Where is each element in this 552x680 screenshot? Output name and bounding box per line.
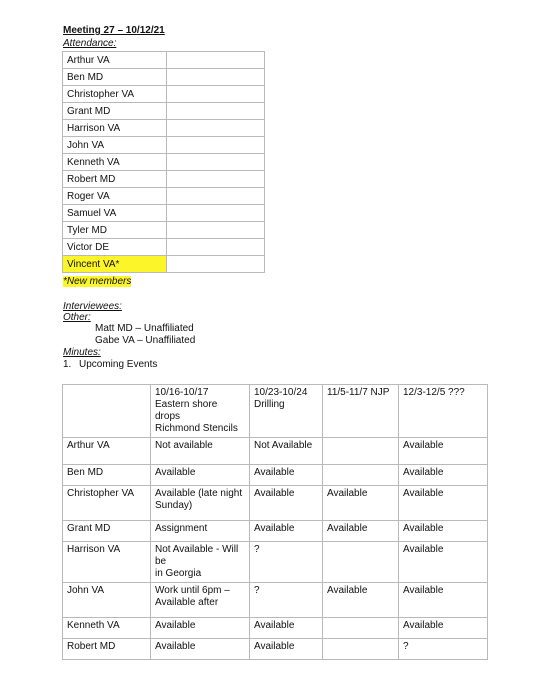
event-availability-cell: Available bbox=[250, 639, 323, 660]
new-members-note bbox=[63, 276, 131, 287]
attendee-name bbox=[63, 205, 167, 222]
attendee-name-text: Harrison VA bbox=[67, 122, 121, 134]
event-header-cell: 11/5-11/7 NJP bbox=[323, 385, 399, 438]
event-availability-cell: Available bbox=[250, 486, 323, 521]
attendee-name bbox=[63, 239, 167, 256]
list-number: 1. bbox=[63, 359, 72, 370]
attendance-mark bbox=[167, 137, 265, 154]
interviewees-label: Interviewees: bbox=[63, 301, 122, 312]
attendance-mark bbox=[167, 69, 265, 86]
events-table bbox=[62, 384, 488, 660]
event-availability-cell: Available bbox=[250, 618, 323, 639]
attendee-name-text: Samuel VA bbox=[67, 207, 117, 219]
event-availability-cell: Available bbox=[323, 486, 399, 521]
attendance-row bbox=[63, 103, 265, 120]
attendance-mark bbox=[167, 256, 265, 273]
event-availability-cell: Available (late night Sunday) bbox=[151, 486, 250, 521]
event-header-cell: 10/23-10/24 Drilling bbox=[250, 385, 323, 438]
event-row bbox=[63, 521, 488, 542]
attendance-row bbox=[63, 86, 265, 103]
event-row bbox=[63, 618, 488, 639]
event-availability-cell: ? bbox=[250, 542, 323, 583]
event-header-cell: 12/3-12/5 ??? bbox=[399, 385, 488, 438]
attendance-row bbox=[63, 256, 265, 273]
attendance-row bbox=[63, 137, 265, 154]
event-availability-cell: Not Available - Will be in Georgia bbox=[151, 542, 250, 583]
attendee-name-text: Vincent VA* bbox=[67, 258, 120, 270]
event-availability-cell: Available bbox=[399, 583, 488, 618]
other-item-1: Matt MD – Unaffiliated bbox=[95, 323, 194, 334]
event-availability-cell: Available bbox=[323, 521, 399, 542]
attendance-row bbox=[63, 154, 265, 171]
attendee-name bbox=[63, 69, 167, 86]
event-row bbox=[63, 542, 488, 583]
attendee-name bbox=[63, 137, 167, 154]
event-availability-cell: Work until 6pm – Available after bbox=[151, 583, 250, 618]
attendee-name bbox=[63, 120, 167, 137]
attendance-row bbox=[63, 120, 265, 137]
attendance-row bbox=[63, 205, 265, 222]
event-availability-cell: Assignment bbox=[151, 521, 250, 542]
attendee-name bbox=[63, 256, 167, 273]
minutes-label: Minutes: bbox=[63, 347, 101, 358]
attendee-name-text: Grant MD bbox=[67, 105, 111, 117]
event-availability-cell bbox=[323, 542, 399, 583]
event-member-cell: Harrison VA bbox=[63, 542, 151, 583]
attendance-mark bbox=[167, 120, 265, 137]
event-member-cell: Ben MD bbox=[63, 465, 151, 486]
attendance-mark bbox=[167, 205, 265, 222]
event-availability-cell: ? bbox=[399, 639, 488, 660]
event-availability-cell bbox=[323, 438, 399, 465]
event-availability-cell: Available bbox=[323, 583, 399, 618]
attendance-row bbox=[63, 188, 265, 205]
attendee-name-text: Victor DE bbox=[67, 241, 110, 253]
other-label: Other: bbox=[63, 312, 91, 323]
event-member-cell: Robert MD bbox=[63, 639, 151, 660]
event-header-cell: 10/16-10/17 Eastern shore drops Richmond Stencils bbox=[151, 385, 250, 438]
other-item-2: Gabe VA – Unaffiliated bbox=[95, 335, 196, 346]
event-row bbox=[63, 583, 488, 618]
attendee-name-text: Ben MD bbox=[67, 71, 104, 83]
attendee-name bbox=[63, 103, 167, 120]
attendance-mark bbox=[167, 103, 265, 120]
event-availability-cell bbox=[323, 639, 399, 660]
attendance-row bbox=[63, 239, 265, 256]
event-row bbox=[63, 465, 488, 486]
event-availability-cell: Available bbox=[250, 521, 323, 542]
event-availability-cell: Available bbox=[250, 465, 323, 486]
attendee-name-text: John VA bbox=[67, 139, 105, 151]
attendee-name bbox=[63, 154, 167, 171]
attendance-mark bbox=[167, 239, 265, 256]
meeting-title: Meeting 27 – 10/12/21 bbox=[63, 25, 165, 36]
attendance-mark bbox=[167, 86, 265, 103]
attendance-table bbox=[62, 51, 265, 273]
attendee-name-text: Robert MD bbox=[67, 173, 116, 185]
attendance-mark bbox=[167, 188, 265, 205]
attendee-name bbox=[63, 222, 167, 239]
event-availability-cell: Available bbox=[151, 639, 250, 660]
attendee-name-text: Christopher VA bbox=[67, 88, 135, 100]
event-header-cell bbox=[63, 385, 151, 438]
attendance-mark bbox=[167, 222, 265, 239]
event-member-cell: Kenneth VA bbox=[63, 618, 151, 639]
attendee-name-text: Arthur VA bbox=[67, 54, 110, 66]
event-member-cell: Christopher VA bbox=[63, 486, 151, 521]
event-availability-cell: Available bbox=[399, 521, 488, 542]
attendee-name-text: Roger VA bbox=[67, 190, 110, 202]
event-row bbox=[63, 639, 488, 660]
event-availability-cell: Available bbox=[399, 542, 488, 583]
upcoming-events-label: Upcoming Events bbox=[79, 359, 158, 370]
event-availability-cell: Available bbox=[151, 465, 250, 486]
event-availability-cell bbox=[323, 465, 399, 486]
event-availability-cell: Available bbox=[399, 486, 488, 521]
event-availability-cell: Available bbox=[399, 618, 488, 639]
event-availability-cell: Not available bbox=[151, 438, 250, 465]
attendee-name bbox=[63, 86, 167, 103]
attendance-row bbox=[63, 222, 265, 239]
attendee-name bbox=[63, 188, 167, 205]
event-availability-cell bbox=[323, 618, 399, 639]
event-availability-cell: ? bbox=[250, 583, 323, 618]
attendance-mark bbox=[167, 171, 265, 188]
event-row bbox=[63, 486, 488, 521]
event-member-cell: Grant MD bbox=[63, 521, 151, 542]
attendee-name-text: Tyler MD bbox=[67, 224, 107, 236]
attendee-name bbox=[63, 52, 167, 69]
event-availability-cell: Available bbox=[399, 438, 488, 465]
event-availability-cell: Available bbox=[151, 618, 250, 639]
event-availability-cell: Not Available bbox=[250, 438, 323, 465]
attendance-row bbox=[63, 52, 265, 69]
attendance-row bbox=[63, 69, 265, 86]
attendee-name bbox=[63, 171, 167, 188]
attendance-mark bbox=[167, 154, 265, 171]
attendance-mark bbox=[167, 52, 265, 69]
event-member-cell: Arthur VA bbox=[63, 438, 151, 465]
event-availability-cell: Available bbox=[399, 465, 488, 486]
event-member-cell: John VA bbox=[63, 583, 151, 618]
attendee-name-text: Kenneth VA bbox=[67, 156, 120, 168]
event-row bbox=[63, 438, 488, 465]
attendance-label: Attendance: bbox=[63, 38, 117, 49]
upcoming-events-heading bbox=[63, 359, 157, 370]
new-members-text: *New members bbox=[63, 276, 132, 287]
attendance-row bbox=[63, 171, 265, 188]
